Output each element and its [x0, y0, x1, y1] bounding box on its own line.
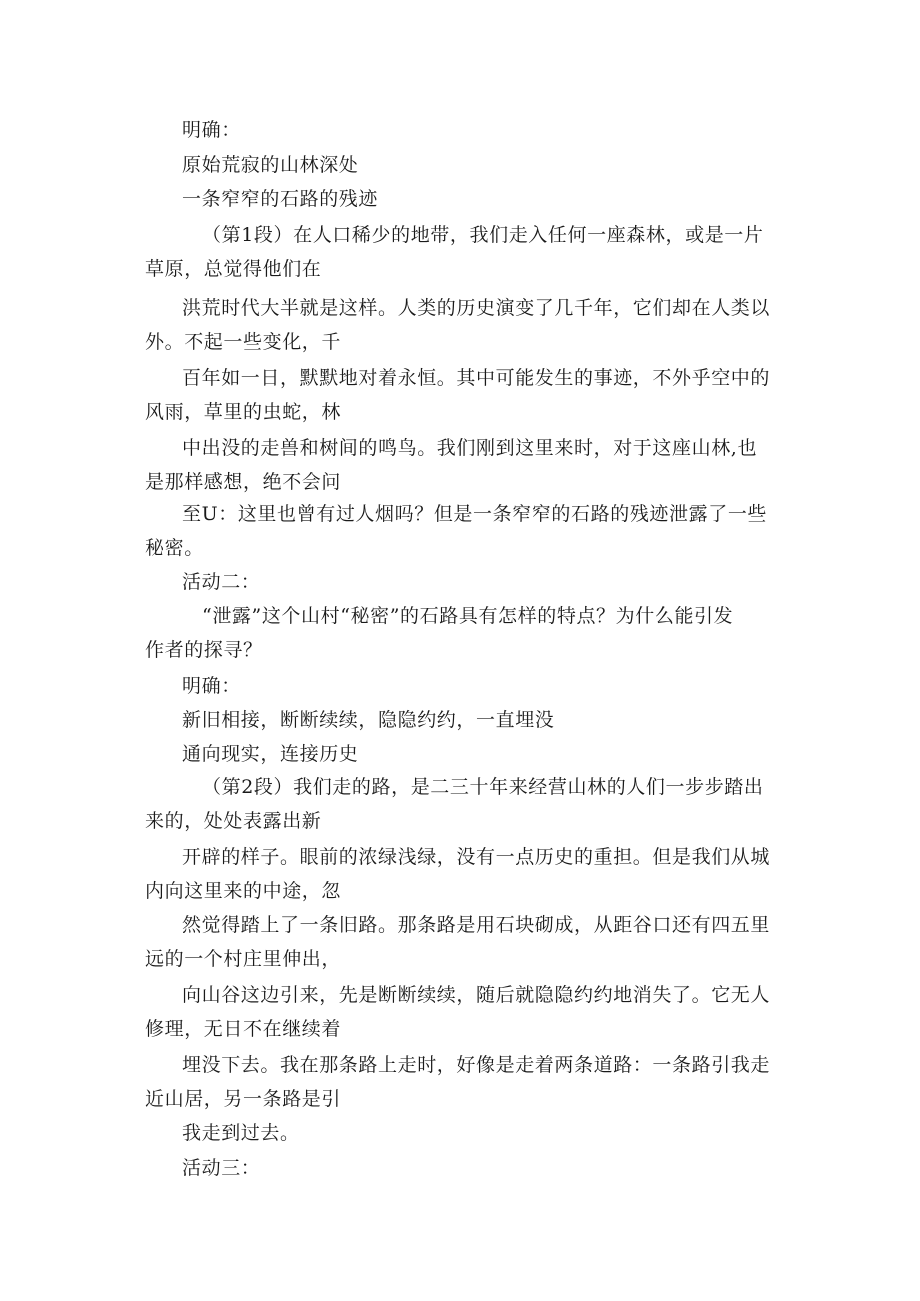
paragraph-2-line-5: 然觉得踏上了一条旧路。那条路是用石块砌成，从距谷口还有四五里 [182, 914, 771, 936]
paragraph-2-line-4: 内向这里来的中途，忽 [145, 880, 342, 902]
paragraph-2-line-8: 修理，无日不在继续着 [145, 1018, 342, 1040]
answer-label-1: 明确： [182, 119, 241, 141]
paragraph-1-line-7: 中出没的走兽和树间的鸣鸟。我们刚到这里来时，对于这座山林,也 [182, 437, 758, 459]
paragraph-1-line-2: 草原，总觉得他们在 [145, 258, 322, 280]
paragraph-1-line-5: 百年如一日，默默地对着永恒。其中可能发生的事迹，不外乎空中的 [182, 367, 771, 389]
answer-line-4: 通向现实，连接历史 [182, 743, 359, 765]
paragraph-2-line-11: 我走到过去。 [182, 1122, 300, 1144]
paragraph-2-line-6: 远的一个村庄里伸出， [145, 948, 342, 970]
paragraph-1-line-1: （第1段）在人口稀少的地带，我们走入任何一座森林，或是一片 [202, 224, 764, 246]
activity-2-heading: 活动二： [182, 571, 261, 593]
question-line-2: 作者的探寻？ [145, 639, 263, 661]
activity-3-heading: 活动三： [182, 1157, 261, 1179]
answer-label-2: 明确： [182, 675, 241, 697]
answer-line-2: 一条窄窄的石路的残迹 [182, 188, 379, 210]
question-line-1: “泄露”这个山村“秘密”的石路具有怎样的特点？为什么能引发 [202, 605, 734, 627]
paragraph-2-line-9: 埋没下去。我在那条路上走时，好像是走着两条道路：一条路引我走 [182, 1054, 771, 1076]
paragraph-1-line-3: 洪荒时代大半就是这样。人类的历史演变了几千年，它们却在人类以 [182, 297, 771, 319]
paragraph-1-line-10: 秘密。 [145, 537, 204, 559]
paragraph-1-line-8: 是那样感想，绝不会问 [145, 471, 342, 493]
paragraph-2-line-2: 来的，处处表露出新 [145, 810, 322, 832]
answer-line-1: 原始荒寂的山林深处 [182, 154, 359, 176]
paragraph-1-line-9: 至U：这里也曾有过人烟吗？但是一条窄窄的石路的残迹泄露了一些 [182, 503, 768, 525]
paragraph-1-line-6: 风雨，草里的虫蛇，林 [145, 401, 342, 423]
paragraph-1-line-4: 外。不起一些变化，千 [145, 331, 342, 353]
paragraph-2-line-10: 近山居，另一条路是引 [145, 1088, 342, 1110]
paragraph-2-line-1: （第2段）我们走的路，是二三十年来经营山林的人们一步步踏出 [202, 776, 764, 798]
paragraph-2-line-3: 开辟的样子。眼前的浓绿浅绿，没有一点历史的重担。但是我们从城 [182, 846, 771, 868]
paragraph-2-line-7: 向山谷这边引来，先是断断续续，随后就隐隐约约地消失了。它无人 [182, 984, 771, 1006]
answer-line-3: 新旧相接，断断续续，隐隐约约，一直埋没 [182, 709, 555, 731]
